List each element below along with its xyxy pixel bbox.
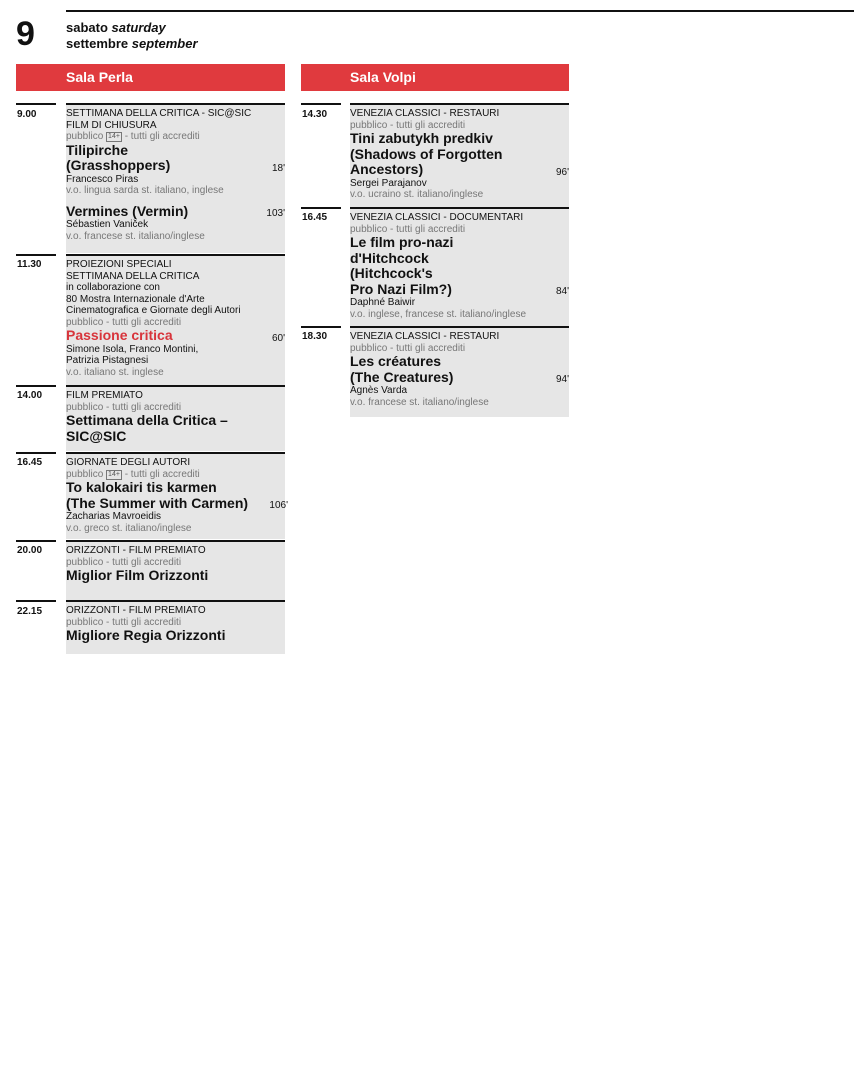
event-category: GIORNATE DEGLI AUTORI <box>66 457 191 468</box>
event-category: VENEZIA CLASSICI - RESTAURI <box>350 108 500 119</box>
time-rule <box>301 207 341 209</box>
time-rule <box>301 326 341 328</box>
event-category: SETTIMANA DELLA CRITICA - SIC@SIC <box>66 108 252 119</box>
film-title[interactable]: Passione critica 60' <box>66 327 285 344</box>
event-audience: pubblico 14+ - tutti gli accrediti <box>66 131 200 142</box>
film-language: v.o. lingua sarda st. italiano, inglese <box>66 185 224 196</box>
film-title[interactable]: Les créatures (The Creatures) 94' <box>350 353 569 385</box>
film-title[interactable]: Le film pro-nazi d'Hitchcock (Hitchcock's Pro Nazi Film?) 84' <box>350 234 569 297</box>
slot-time: 14.30 <box>302 109 328 120</box>
event-audience: pubblico - tutti gli accrediti <box>66 316 182 328</box>
event-category: VENEZIA CLASSICI - RESTAURI <box>350 331 500 342</box>
film-director: Daphné Baiwir <box>350 297 416 308</box>
event-category: FILM PREMIATO <box>66 390 143 401</box>
film-director: Patrizia Pistagnesi <box>66 355 149 366</box>
film-title[interactable]: To kalokairi tis karmen (The Summer with Carmen) 106' <box>66 479 288 511</box>
film-director: Agnès Varda <box>350 385 408 396</box>
slot-time: 22.15 <box>17 606 43 617</box>
day-number: 9 <box>16 15 35 53</box>
month-en: september <box>131 36 198 51</box>
film-director: Francesco Piras <box>66 173 139 185</box>
weekday-en: saturday <box>111 20 166 35</box>
slot-time: 9.00 <box>17 109 37 120</box>
film-title[interactable]: Vermines (Vermin) 103' <box>66 202 285 219</box>
event-category: VENEZIA CLASSICI - DOCUMENTARI <box>350 212 524 223</box>
event-category: in collaborazione con <box>66 282 160 293</box>
event-block[interactable] <box>350 209 569 326</box>
film-language: v.o. ucraino st. italiano/inglese <box>350 189 484 200</box>
film-duration: 106' <box>269 500 288 511</box>
film-title[interactable]: Tini zabutykh predkiv (Shadows of Forgotten Ancestors) 96' <box>350 130 569 178</box>
film-title[interactable]: Migliore Regia Orizzonti <box>66 627 226 643</box>
event-audience: pubblico - tutti gli accrediti <box>350 119 466 131</box>
slot-time: 14.00 <box>17 390 43 401</box>
event-audience: pubblico - tutti gli accrediti <box>66 616 182 628</box>
event-category: PROIEZIONI SPECIALI <box>66 259 172 270</box>
time-rule <box>16 254 56 256</box>
event-audience: pubblico - tutti gli accrediti <box>66 556 182 568</box>
event-category: Cinematografica e Giornate degli Autori <box>66 305 241 316</box>
film-duration: 94' <box>555 374 569 385</box>
day-heading <box>66 20 198 52</box>
slot-time: 16.45 <box>17 457 43 468</box>
event-category: ORIZZONTI - FILM PREMIATO <box>66 545 206 556</box>
time-rule <box>16 540 56 542</box>
film-duration: 84' <box>555 286 569 297</box>
slot-time: 16.45 <box>302 212 328 223</box>
film-duration: 96' <box>555 166 569 178</box>
event-block[interactable] <box>66 387 285 451</box>
event-audience: pubblico - tutti gli accrediti <box>350 342 466 354</box>
event-audience: pubblico 14+ - tutti gli accrediti <box>66 468 200 480</box>
film-title[interactable]: Settimana della Critica – SIC@SIC <box>66 412 228 444</box>
film-title[interactable]: Tilipirche (Grasshoppers) 18' <box>66 141 285 174</box>
month-it: settembre <box>66 36 129 51</box>
film-director: Zacharias Mavroeidis <box>66 511 162 522</box>
weekday-it: sabato <box>66 20 108 35</box>
event-category: 80 Mostra Internazionale d'Arte <box>66 293 205 305</box>
hall-header-volpi: Sala Volpi <box>301 64 569 91</box>
film-duration: 18' <box>271 162 285 174</box>
film-language: v.o. greco st. italiano/inglese <box>66 522 192 534</box>
film-director: Simone Isola, Franco Montini, <box>66 343 199 355</box>
time-rule <box>301 103 341 105</box>
film-director: Sébastien Vaniček <box>66 219 149 230</box>
event-block[interactable] <box>66 454 288 539</box>
event-block[interactable] <box>66 602 285 654</box>
age-badge: 14+ <box>108 133 120 140</box>
slot-time: 11.30 <box>17 259 42 270</box>
event-block[interactable] <box>66 105 285 253</box>
event-category: SETTIMANA DELLA CRITICA <box>66 270 200 282</box>
slot-time: 20.00 <box>17 545 43 556</box>
time-rule <box>16 103 56 105</box>
film-duration: 60' <box>271 332 285 344</box>
hall-header-perla: Sala Perla <box>16 64 285 91</box>
event-category: FILM DI CHIUSURA <box>66 119 157 131</box>
event-block[interactable] <box>66 542 285 600</box>
film-language: v.o. francese st. italiano/inglese <box>350 396 489 408</box>
film-language: v.o. inglese, francese st. italiano/inglese <box>350 308 527 320</box>
event-category: ORIZZONTI - FILM PREMIATO <box>66 605 206 616</box>
event-block[interactable] <box>66 256 285 385</box>
film-language: v.o. italiano st. inglese <box>66 366 164 378</box>
time-rule <box>16 600 56 602</box>
event-block[interactable] <box>350 328 569 417</box>
header-rule <box>66 10 854 12</box>
slot-time: 18.30 <box>302 331 328 342</box>
film-language: v.o. francese st. italiano/inglese <box>66 230 205 242</box>
film-title[interactable]: Miglior Film Orizzonti <box>66 567 209 583</box>
event-audience: pubblico - tutti gli accrediti <box>350 223 466 235</box>
time-rule <box>16 452 56 454</box>
film-duration: 103' <box>266 208 285 219</box>
age-badge: 14+ <box>108 470 120 478</box>
event-audience: pubblico - tutti gli accrediti <box>66 401 182 413</box>
event-block[interactable] <box>350 105 569 207</box>
film-director: Sergei Parajanov <box>350 177 427 189</box>
time-rule <box>16 385 56 387</box>
